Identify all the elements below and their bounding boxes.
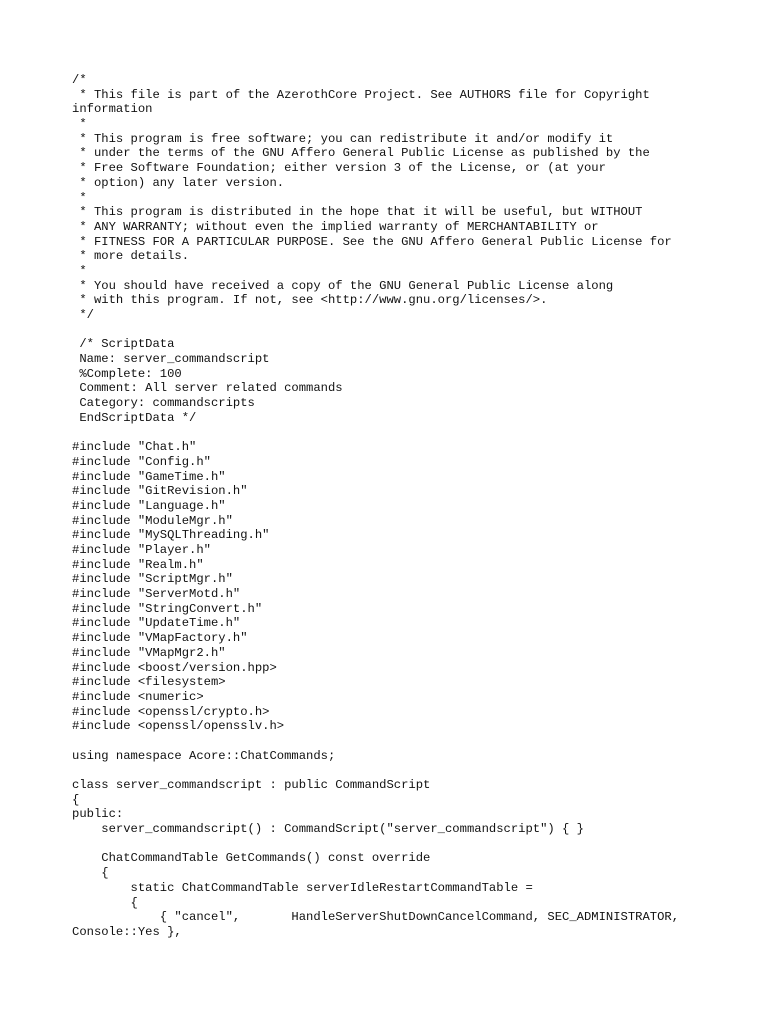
code-line: static ChatCommandTable serverIdleRestartCommandTable = <box>72 880 533 895</box>
code-line <box>72 763 679 778</box>
code-line: #include <filesystem> <box>72 675 226 690</box>
code-line: * with this program. If not, see <http://www.gnu.org/licenses/>. <box>72 293 548 308</box>
code-line: * This file is part of the AzerothCore Project. See AUTHORS file for Copyright <box>72 87 650 102</box>
code-line: class server_commandscript : public CommandScript <box>72 778 431 792</box>
code-line: { "cancel", HandleServerShutDownCancelCommand, SEC_ADMINISTRATOR, <box>72 910 680 925</box>
code-line: ChatCommandTable GetCommands() const override <box>72 851 431 866</box>
code-line: * <box>72 263 87 278</box>
code-line: * FITNESS FOR A PARTICULAR PURPOSE. See the GNU Affero General Public License for <box>72 234 672 249</box>
code-line: server_commandscript() : CommandScript("server_commandscript") { } <box>72 822 584 837</box>
code-line: * more details. <box>72 249 190 264</box>
code-line: /* ScriptData <box>72 337 175 352</box>
code-line: #include "Realm.h" <box>72 557 204 572</box>
code-line: #include "StringConvert.h" <box>72 601 263 616</box>
code-line: * ANY WARRANTY; without even the implied warranty of MERCHANTABILITY or <box>72 219 599 234</box>
code-line: #include "GameTime.h" <box>72 469 226 484</box>
code-line: %Complete: 100 <box>72 366 182 381</box>
code-line: Comment: All server related commands <box>72 381 343 396</box>
code-line: * option) any later version. <box>72 175 285 190</box>
code-line: #include "ScriptMgr.h" <box>72 572 233 587</box>
code-line <box>72 734 679 749</box>
code-line: #include <openssl/crypto.h> <box>72 704 270 719</box>
code-line: #include "UpdateTime.h" <box>72 616 241 631</box>
code-line <box>72 837 679 852</box>
code-line: #include "ModuleMgr.h" <box>72 513 233 528</box>
code-line: #include "MySQLThreading.h" <box>72 528 270 543</box>
code-line: * <box>72 117 87 132</box>
code-line: * You should have received a copy of the GNU General Public License along <box>72 278 614 293</box>
code-line: * under the terms of the GNU Affero General Public License as published by the <box>72 146 650 161</box>
code-line: public: <box>72 807 124 822</box>
code-line: * Free Software Foundation; either version 3 of the License, or (at your <box>72 161 606 176</box>
code-line: /* <box>72 73 87 87</box>
code-line: #include <boost/version.hpp> <box>72 660 277 675</box>
code-line: #include "Player.h" <box>72 543 211 557</box>
code-line: #include "VMapMgr2.h" <box>72 645 226 660</box>
code-line: information <box>72 102 153 117</box>
code-line: #include "Chat.h" <box>72 440 197 455</box>
code-line: #include "Language.h" <box>72 498 226 513</box>
code-line: #include "GitRevision.h" <box>72 484 248 499</box>
code-line: EndScriptData */ <box>72 410 197 425</box>
code-line: * <box>72 190 87 205</box>
code-line: #include "ServerMotd.h" <box>72 587 241 602</box>
code-line <box>72 426 679 441</box>
code-line: * This program is free software; you can redistribute it and/or modify it <box>72 131 614 146</box>
code-line: * This program is distributed in the hope that it will be useful, but WITHOUT <box>72 205 643 220</box>
code-line: { <box>72 866 109 881</box>
code-line: { <box>72 792 80 807</box>
code-line: #include <numeric> <box>72 689 204 704</box>
code-line: { <box>72 895 138 910</box>
code-line: #include "VMapFactory.h" <box>72 631 248 646</box>
code-line: #include <openssl/opensslv.h> <box>72 719 285 734</box>
source-code-listing <box>72 73 679 940</box>
code-line: */ <box>72 308 94 322</box>
code-line: Console::Yes }, <box>72 924 182 939</box>
code-line: using namespace Acore::ChatCommands; <box>72 748 336 763</box>
code-line: #include "Config.h" <box>72 454 211 469</box>
code-line: Name: server_commandscript <box>72 352 270 367</box>
code-line: Category: commandscripts <box>72 396 255 411</box>
code-line <box>72 323 679 338</box>
